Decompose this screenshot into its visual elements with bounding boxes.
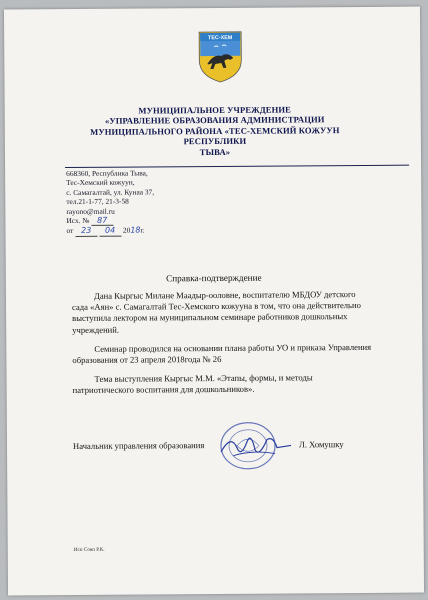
date-month: 04	[99, 226, 121, 237]
address-line: Тес-Хемский кожуун,	[66, 177, 135, 188]
email-line: rayono@mail.ru	[66, 206, 115, 216]
date-year-prefix: 20	[122, 226, 131, 236]
header-line: МУНИЦИПАЛЬНОЕ УЧРЕЖДЕНИЕ	[138, 104, 292, 116]
header-line: «УПРАВЛЕНИЕ ОБРАЗОВАНИЯ АДМИНИСТРАЦИИ	[104, 114, 325, 127]
date-year-end: г.	[140, 225, 145, 235]
document-page	[4, 7, 424, 596]
body-paragraph: Тема выступления Кыргыс М.М. «Этапы, формы, и методы патриотического воспитания для дошкольников».	[72, 372, 313, 396]
executor-note: Исп Сояп Р.К.	[73, 546, 105, 553]
document-body	[72, 289, 373, 405]
header-line: МУНИЦИПАЛЬНОГО РАЙОНА «ТЕС-ХЕМСКИЙ КОЖУУН РЕСПУБЛИКИ	[90, 124, 340, 147]
document-title: Справка-подтверждение	[166, 272, 262, 284]
ref-number: 87	[91, 216, 113, 227]
date-prefix: от	[66, 226, 74, 236]
signatory-name: Л. Хомушку	[298, 439, 344, 450]
ref-label: Исх. №	[66, 215, 90, 226]
organization-header	[65, 104, 365, 158]
date-year-suffix: 18	[130, 225, 141, 236]
body-paragraph: Семинар проводился на основании плана работы УО и приказа Управления образования от 23 апреля 2018года № 26	[72, 341, 372, 366]
emblem-label: ТЕС-ХЕМ	[208, 35, 233, 42]
address-block	[66, 168, 266, 237]
address-line: тел.21-1-77, 21-3-58	[66, 196, 129, 207]
outgoing-date	[66, 225, 266, 237]
body-paragraph: Дана Кыргыс Милане Маадыр-ооловне, воспитателю МБДОУ детского сада «Аян» с. Самагалтай Тес-Хемского кожууна в том, что она действительно выступила лектором на муниципальном семинаре работников дошкольных учреждений.	[72, 289, 361, 335]
address-line: с. Самагалтай, ул. Кунаа 37,	[66, 187, 155, 197]
header-line: ТЫВА»	[199, 146, 231, 157]
address-line: 668360, Республика Тыва,	[66, 168, 148, 179]
date-day: 23	[75, 226, 97, 237]
handwritten-signature	[217, 427, 297, 464]
coat-of-arms-icon	[197, 30, 243, 84]
signatory-position: Начальник управления образования	[72, 440, 205, 451]
